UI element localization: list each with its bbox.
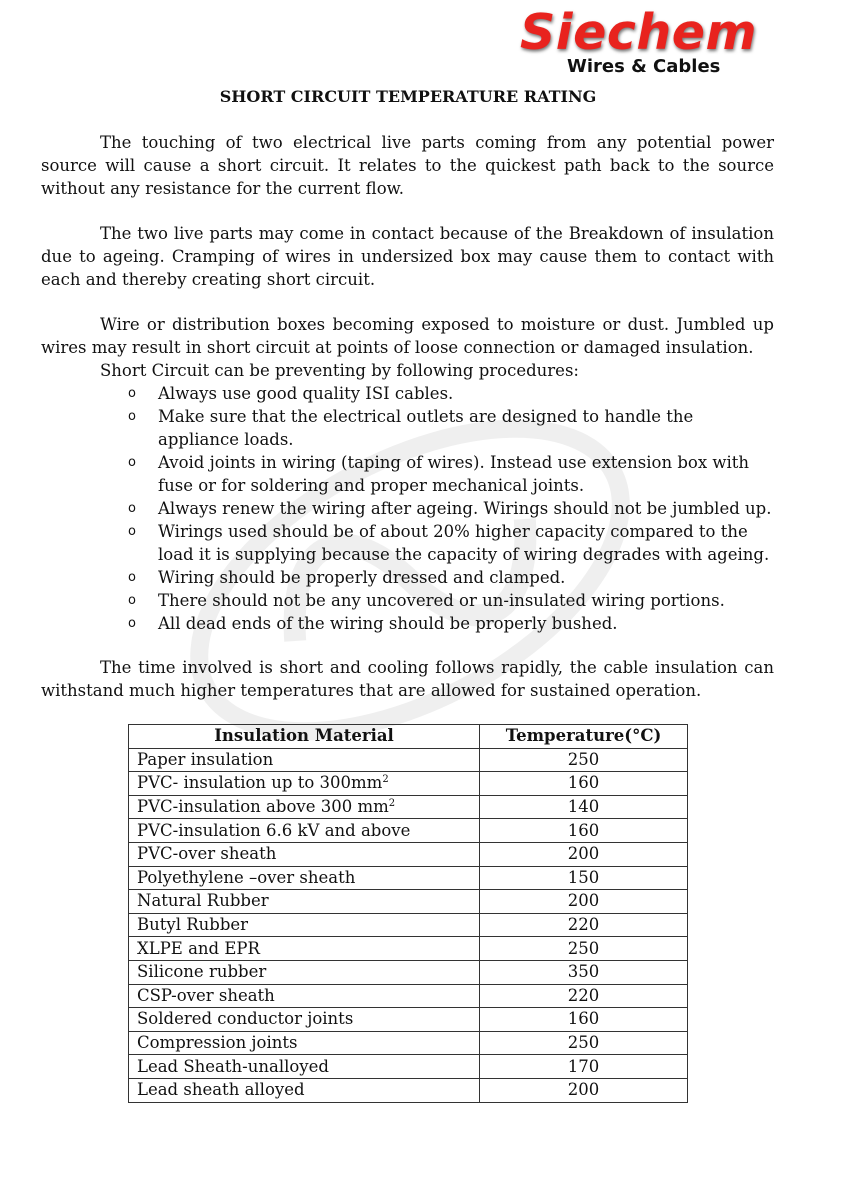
temperature-table: [128, 724, 688, 1103]
table-row: [129, 1008, 688, 1032]
paragraph-moisture: Wire or distribution boxes becoming exposed to moisture or dust. Jumbled up wires may result in short circuit at points of loose connection or damaged insulation.: [41, 315, 774, 357]
list-item-text: There should not be any uncovered or un-insulated wiring portions.: [158, 591, 725, 610]
bullet-icon: o: [128, 409, 136, 424]
material-cell: [129, 984, 480, 1008]
table-row: [129, 748, 688, 772]
material-text: PVC-over sheath: [137, 844, 277, 864]
table-row: [129, 984, 688, 1008]
bullet-icon: o: [128, 593, 136, 608]
material-text: Paper insulation: [137, 749, 274, 769]
procedures-intro: Short Circuit can be preventing by following procedures:: [100, 361, 579, 380]
temperature-cell: 200: [480, 890, 688, 914]
material-cell: [129, 795, 480, 819]
paragraph-closing: The time involved is short and cooling follows rapidly, the cable insulation can withstand much higher temperatures that are allowed for sustained operation.: [41, 658, 774, 700]
table-row: [129, 772, 688, 796]
material-cell: [129, 1055, 480, 1079]
material-cell: [129, 890, 480, 914]
temperature-cell: 160: [480, 819, 688, 843]
table-row: [129, 1078, 688, 1102]
material-cell: [129, 1008, 480, 1032]
logo-subtitle: Wires & Cables: [567, 56, 721, 77]
table-row: [129, 819, 688, 843]
company-logo: [520, 4, 765, 83]
table-row: [129, 866, 688, 890]
temperature-cell: 250: [480, 1031, 688, 1055]
temperature-cell: 170: [480, 1055, 688, 1079]
bullet-icon: o: [128, 570, 136, 585]
material-cell: [129, 819, 480, 843]
material-cell: [129, 866, 480, 890]
table-row: [129, 1031, 688, 1055]
list-item-text: Always renew the wiring after ageing. Wirings should not be jumbled up.: [158, 499, 772, 518]
temperature-cell: 350: [480, 960, 688, 984]
material-text: PVC- insulation up to 300mm: [137, 773, 383, 793]
material-cell: [129, 913, 480, 937]
list-item: [128, 497, 778, 520]
bullet-icon: o: [128, 524, 136, 539]
bullet-icon: o: [128, 455, 136, 470]
table-row: [129, 1055, 688, 1079]
temperature-cell: 200: [480, 842, 688, 866]
temperature-cell: 250: [480, 748, 688, 772]
temperature-cell: 150: [480, 866, 688, 890]
material-cell: [129, 960, 480, 984]
table-row: [129, 795, 688, 819]
temperature-cell: 200: [480, 1078, 688, 1102]
table-header-row: [129, 725, 688, 749]
column-header-material: Insulation Material: [129, 725, 480, 749]
list-item: [128, 382, 778, 405]
material-text: PVC-insulation 6.6 kV and above: [137, 820, 411, 840]
column-header-temperature: Temperature(°C): [480, 725, 688, 749]
temperature-cell: 160: [480, 772, 688, 796]
logo-name: Siechem: [520, 4, 758, 61]
list-item: [128, 566, 778, 589]
material-text: Lead Sheath-unalloyed: [137, 1056, 329, 1076]
material-cell: [129, 1031, 480, 1055]
material-text: Butyl Rubber: [137, 915, 249, 935]
material-text: Lead sheath alloyed: [137, 1080, 305, 1100]
material-text: XLPE and EPR: [137, 938, 260, 958]
temperature-cell: 250: [480, 937, 688, 961]
list-item-text: Wirings used should be of about 20% higher capacity compared to the load it is supplying because the capacity of wiring degrades with ageing.: [158, 522, 770, 564]
paragraph-causes: The two live parts may come in contact because of the Breakdown of insulation due to ageing. Cramping of wires in undersized box may cause them to contact with each and thereby creating short circuit.: [41, 224, 774, 289]
list-item-text: Always use good quality ISI cables.: [158, 384, 454, 403]
material-text: PVC-insulation above 300 mm: [137, 797, 389, 817]
temperature-cell: 220: [480, 984, 688, 1008]
list-item-text: All dead ends of the wiring should be properly bushed.: [158, 614, 618, 633]
bullet-icon: o: [128, 386, 136, 401]
list-item: [128, 520, 778, 566]
list-item-text: Avoid joints in wiring (taping of wires). Instead use extension box with fuse or for soldering and proper mechanical joints.: [158, 453, 750, 495]
temperature-cell: 140: [480, 795, 688, 819]
table-row: [129, 890, 688, 914]
material-text: Soldered conductor joints: [137, 1009, 354, 1029]
material-text: Natural Rubber: [137, 891, 269, 911]
bullet-icon: o: [128, 501, 136, 516]
temperature-cell: 160: [480, 1008, 688, 1032]
material-text: Silicone rubber: [137, 962, 267, 982]
paragraph-intro: The touching of two electrical live parts coming from any potential power source will cause a short circuit. It relates to the quickest path back to the source without any resistance for the current flow.: [41, 133, 774, 198]
material-cell: [129, 937, 480, 961]
superscript: 2: [388, 798, 396, 810]
list-item: [128, 451, 778, 497]
list-item-text: Make sure that the electrical outlets are designed to handle the appliance loads.: [158, 407, 694, 449]
table-row: [129, 913, 688, 937]
table-row: [129, 937, 688, 961]
temperature-cell: 220: [480, 913, 688, 937]
page-title: SHORT CIRCUIT TEMPERATURE RATING: [219, 87, 597, 106]
table-row: [129, 960, 688, 984]
list-item: [128, 612, 778, 635]
material-cell: [129, 842, 480, 866]
material-text: CSP-over sheath: [137, 985, 275, 1005]
material-cell: [129, 748, 480, 772]
superscript: 2: [382, 774, 389, 786]
procedures-list: [128, 382, 778, 635]
list-item: [128, 589, 778, 612]
material-cell: [129, 772, 480, 796]
material-text: Compression joints: [137, 1033, 298, 1053]
bullet-icon: o: [128, 616, 136, 631]
material-text: Polyethylene –over sheath: [137, 867, 356, 887]
table-row: [129, 842, 688, 866]
material-cell: [129, 1078, 480, 1102]
list-item: [128, 405, 778, 451]
list-item-text: Wiring should be properly dressed and clamped.: [158, 568, 566, 587]
